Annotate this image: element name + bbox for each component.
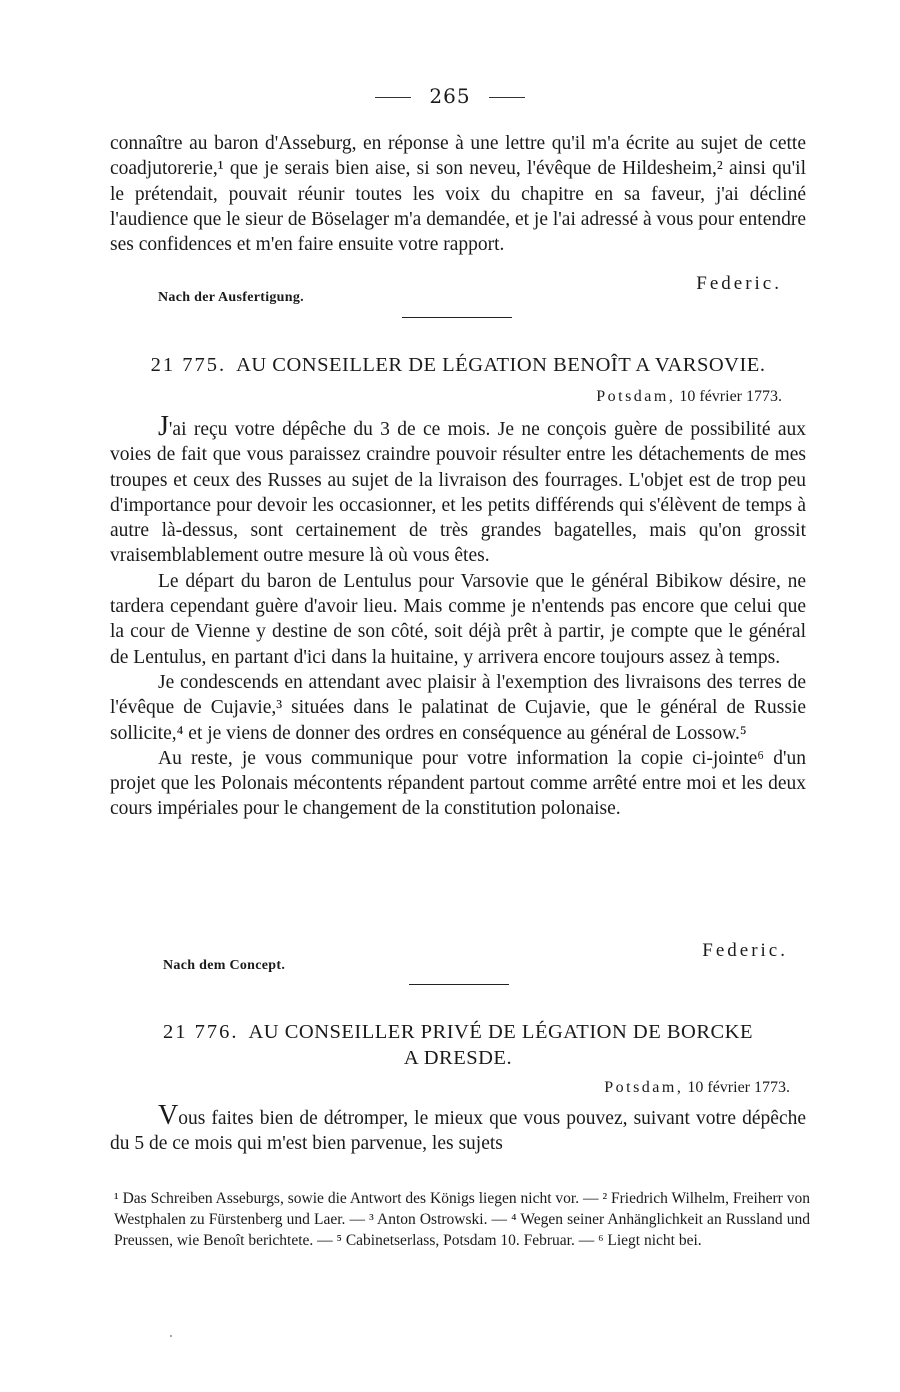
letter-21775-initial: J — [158, 411, 169, 442]
letter-21775-heading — [110, 354, 806, 377]
letter-21776-dateline: Potsdam, 10 février 1773. — [604, 1079, 790, 1096]
letter-21775-body — [110, 411, 806, 822]
intro-source-note: Nach der Ausfertigung. — [158, 290, 304, 305]
letter-21775-dateline: Potsdam, 10 février 1773. — [596, 388, 782, 405]
letter-21776-number: 21 776. — [162, 1021, 239, 1043]
section-divider — [402, 317, 512, 318]
page-number-dash-right — [489, 97, 525, 98]
letter-21775-paragraph-1: J'ai reçu votre dépêche du 3 de ce mois. Je ne conçois guère de possibilité aux voies de fait que vous paraissez craindre pouvoir résulter entre les détachements de mes troupes et ceux des Russes au sujet de la livraison des fourrages. L'objet est de trop peu d'importance pour devoir les occasionner, et les petits différends qui s'élèvent de temps à autre là-dessus, sont certainement de très grandes bagatelles, mais qu'on grossit vraisemblablement outre mesure là où vous êtes. — [110, 411, 806, 567]
letter-21776-heading — [110, 1021, 806, 1044]
letter-21775-title: AU CONSEILLER DE LÉGATION BENOÎT A VARSOVIE. — [236, 354, 766, 376]
footnotes — [114, 1188, 810, 1251]
page-number: 265 — [0, 84, 900, 108]
intro-paragraph-block — [110, 131, 806, 257]
intro-signature: Federic. — [696, 273, 782, 294]
page-number-dash-left — [375, 97, 411, 98]
letter-21775-signature: Federic. — [702, 940, 788, 961]
section-divider — [409, 984, 509, 985]
letter-21775-number: 21 775. — [150, 354, 227, 376]
letter-21776-body — [110, 1100, 806, 1157]
intro-paragraph: connaître au baron d'Asseburg, en réponse à une lettre qu'il m'a écrite au sujet de cette coadjutorerie,¹ que je serais bien aise, si son neveu, l'évêque de Hildesheim,² ainsi qu'il le prétendait, pouvait réunir toutes les voix du chapitre en sa faveur, j'ai décliné l'audience que le sieur de Böselager m'a demandée, et je l'ai adressé à vous pour entendre ses confidences et m'en faire ensuite votre rapport. — [110, 133, 807, 256]
letter-21776-title-line1: AU CONSEILLER PRIVÉ DE LÉGATION DE BORCKE — [248, 1021, 753, 1043]
letter-21775-source-note: Nach dem Concept. — [163, 958, 286, 973]
letter-21775-paragraph-4: Au reste, je vous communique pour votre information la copie ci-jointe⁶ d'un projet que les Polonais mécontents répandent partout comme arrêté entre moi et les deux cours impériales pour le changement de la constitution polonaise. — [110, 747, 806, 820]
letter-21776-title-line2: A DRESDE. — [403, 1047, 513, 1069]
scan-speck — [170, 1335, 172, 1337]
letter-21775-paragraph-2: Le départ du baron de Lentulus pour Varsovie que le général Bibikow désire, ne tardera cependant guère d'avoir lieu. Mais comme je n'entends pas encore que celui que la cour de Vienne y destine de son côté, soit déjà prêt à partir, je compte que le général de Lentulus, en partant d'ici dans la huitaine, y arrivera encore toujours assez à temps. — [110, 570, 806, 668]
letter-21776-paragraph-1: Vous faites bien de détromper, le mieux que vous pouvez, suivant votre dépêche du 5 de ce mois qui m'est bien parvenue, les sujets — [110, 1100, 806, 1155]
footnotes-text: ¹ Das Schreiben Asseburgs, sowie die Antwort des Königs liegen nicht vor. — ² Friedrich Wilhelm, Freiherr von Westphalen zu Fürstenberg und Laer. — ³ Anton Ostrowski. — ⁴ Wegen seiner Anhänglichkeit an Russland und Preussen, wie Benoît berichtete. — ⁵ Cabinetserlass, Potsdam 10. Februar. — ⁶ Liegt nicht bei. — [114, 1190, 810, 1249]
letter-21776-initial: V — [158, 1100, 179, 1131]
letter-21775-paragraph-3: Je condescends en attendant avec plaisir à l'exemption des livraisons des terres de l'évêque de Cujavie,³ situées dans le palatinat de Cujavie, que le général de Russie sollicite,⁴ et je viens de donner des ordres en conséquence au général de Lossow.⁵ — [110, 671, 806, 744]
